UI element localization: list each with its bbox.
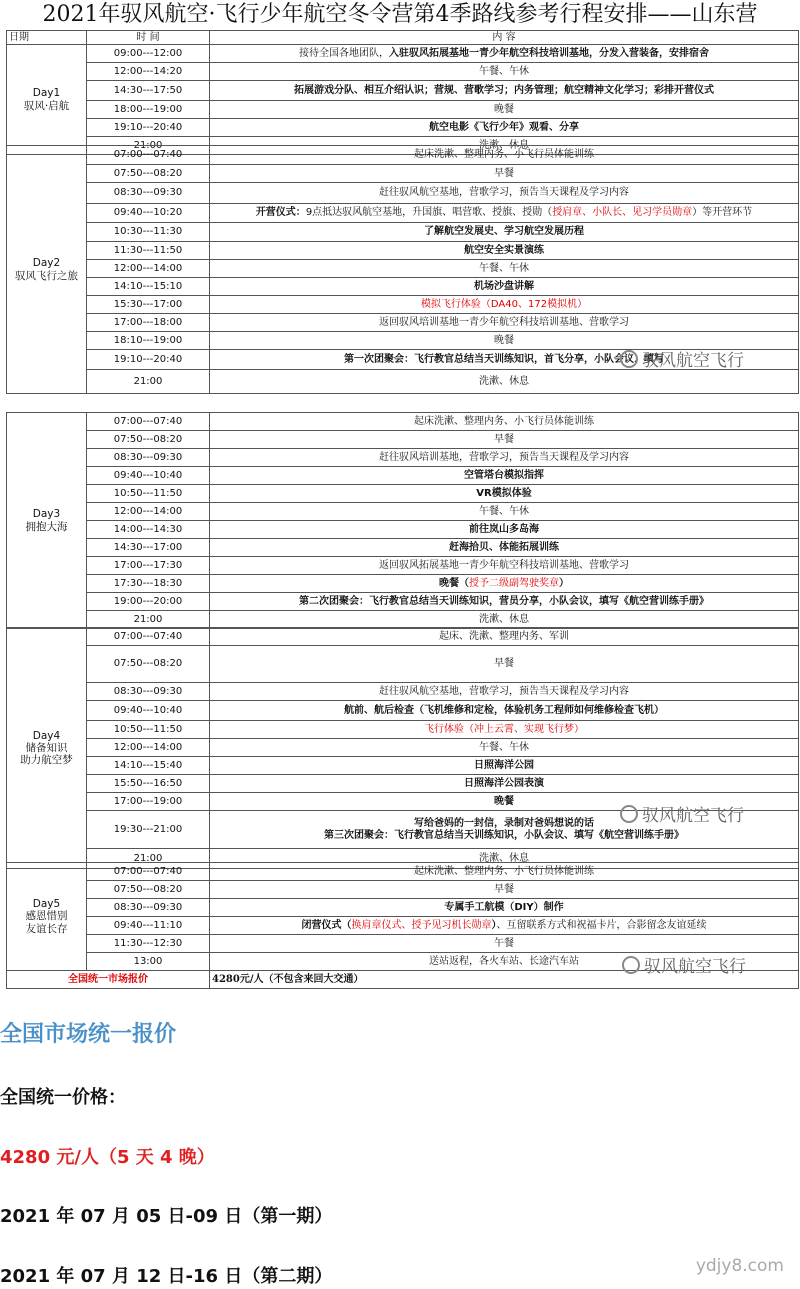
itinerary-table-day3 [6, 412, 799, 629]
table-row [7, 739, 799, 757]
site-watermark: ydjy8.com [695, 1256, 784, 1276]
time-cell: 17:30---18:30 [87, 575, 210, 593]
time-cell: 09:40---10:40 [87, 701, 210, 721]
itinerary-title: 2021年驭风航空·飞行少年航空冬令营第4季路线参考行程安排——山东营 [42, 2, 758, 27]
itinerary-table-day4 [6, 627, 799, 869]
content-cell [210, 260, 799, 278]
content-text: 航空安全实景演练 [464, 244, 544, 256]
time-cell: 14:00---14:30 [87, 521, 210, 539]
price-row-value: 4280元/人（不包含来回大交通） [210, 971, 799, 989]
content-cell [210, 146, 799, 165]
day-label-line: Day4 [32, 729, 61, 742]
time-cell: 13:00 [87, 953, 210, 971]
wechat-icon [622, 956, 640, 974]
content-text: 早餐 [494, 167, 514, 179]
day-label-line: 友谊长存 [25, 922, 68, 935]
content-cell [210, 449, 799, 467]
content-cell [210, 431, 799, 449]
table-row [7, 81, 799, 101]
content-text: 午餐、午休 [479, 65, 529, 77]
content-text: 开营仪式： [255, 207, 306, 219]
content-text: 赶海拾贝、体能拓展训练 [449, 541, 559, 553]
time-cell: 21:00 [87, 370, 210, 394]
time-cell: 21:00 [87, 137, 210, 155]
table-row [7, 611, 799, 629]
section-heading: 全国市场统一报价 [0, 1022, 177, 1047]
content-text: 晚餐 [494, 334, 514, 346]
table-row [7, 593, 799, 611]
content-cell [210, 314, 799, 332]
time-cell: 11:30---12:30 [87, 935, 210, 953]
content-cell [210, 863, 799, 881]
day-label-line: Day3 [32, 508, 61, 521]
time-cell: 21:00 [87, 611, 210, 629]
content-text: 返回驭风拓展基地一青少年航空科技培训基地、营歌学习 [379, 559, 629, 571]
content-cell [210, 521, 799, 539]
itinerary-table-day1 [6, 30, 799, 155]
table-row [7, 539, 799, 557]
day-label [7, 628, 87, 869]
content-text: 了解航空发展史、学习航空发展历程 [424, 226, 584, 238]
table-row [7, 242, 799, 260]
content-text: 洗漱、休息 [479, 613, 529, 625]
content-text: 入驻驭风拓展基地一青少年航空科技培训基地，分发入营装备，安排宿舍 [389, 47, 709, 59]
time-cell: 08:30---09:30 [87, 683, 210, 701]
table-row [7, 628, 799, 646]
time-cell: 10:50---11:50 [87, 485, 210, 503]
day-label [7, 45, 87, 155]
content-text: 拓展游戏分队、相互介绍认识；营规、营歌学习；内务管理；航空精神文化学习；彩排开营仪式 [294, 84, 714, 96]
table-row [7, 431, 799, 449]
time-cell: 12:00---14:20 [87, 63, 210, 81]
time-cell: 07:00---07:40 [87, 146, 210, 165]
content-text: 授肩章、小队长、见习学员勋章 [552, 207, 693, 219]
table-row [7, 521, 799, 539]
content-text: 午餐 [494, 937, 514, 949]
content-text: 午餐、午休 [479, 741, 529, 753]
content-text: VR模拟体验 [476, 487, 532, 499]
content-text: 、互留联系方式和祝福卡片，合影留念友谊延续 [496, 919, 707, 931]
content-text: 机场沙盘讲解 [474, 280, 534, 292]
content-cell [210, 119, 799, 137]
table-row [7, 935, 799, 953]
content-cell [210, 165, 799, 183]
watermark: 驭风航空飞行 [622, 952, 746, 977]
content-text: 洗漱、休息 [479, 852, 529, 864]
content-cell [210, 278, 799, 296]
day-label-line: 驭风·启航 [23, 99, 70, 112]
content-text: 9点抵达驭风航空基地，升国旗、唱营歌、授旗、授勋（ [305, 207, 553, 219]
header-date: 日期 [7, 31, 87, 45]
table-row [7, 165, 799, 183]
content-cell [210, 881, 799, 899]
header-time: 时 间 [87, 31, 210, 45]
time-cell: 07:50---08:20 [87, 431, 210, 449]
table-row [7, 204, 799, 223]
time-cell: 07:50---08:20 [87, 165, 210, 183]
table-row [7, 557, 799, 575]
day-label [7, 863, 87, 971]
content-text: 起床、洗漱、整理内务、军训 [439, 630, 569, 642]
content-cell [210, 503, 799, 521]
time-cell: 19:00---20:00 [87, 593, 210, 611]
content-cell [210, 413, 799, 431]
content-cell [210, 575, 799, 593]
time-cell: 08:30---09:30 [87, 449, 210, 467]
header-content: 内 容 [210, 31, 799, 45]
content-text: 前往岚山多岛海 [469, 523, 539, 535]
content-text: 晚餐（ [439, 577, 469, 589]
table-row [7, 223, 799, 242]
session-1: 2021 年 07 月 05 日-09 日（第一期） [0, 1206, 333, 1227]
day-label-line: 助力航空梦 [20, 754, 73, 767]
table-header [7, 31, 799, 45]
time-cell: 14:10---15:10 [87, 278, 210, 296]
time-cell: 21:00 [87, 849, 210, 869]
time-cell: 17:00---19:00 [87, 793, 210, 811]
time-cell: 19:10---20:40 [87, 119, 210, 137]
content-cell [210, 81, 799, 101]
price-label: 全国统一价格： [0, 1087, 126, 1108]
content-text: 赶往驭风航空基地，营歌学习，预告当天课程及学习内容 [379, 685, 629, 697]
table-row [7, 101, 799, 119]
time-cell: 09:40---11:10 [87, 917, 210, 935]
content-text: ） [559, 577, 569, 589]
content-cell [210, 539, 799, 557]
table-row [7, 721, 799, 739]
content-text: 空管塔台模拟指挥 [464, 469, 544, 481]
content-text: 早餐 [494, 433, 514, 445]
table-row [7, 370, 799, 394]
content-text: 第二次团聚会：飞行教官总结当天训练知识，营员分享，小队会议，填写《航空营训练手册》 [299, 595, 709, 607]
table-row [7, 503, 799, 521]
content-text: 洗漱、休息 [479, 139, 529, 151]
day-label-line: Day5 [32, 898, 61, 911]
content-text: 起床洗漱、整理内务、小飞行员体能训练 [414, 415, 594, 427]
content-cell [210, 935, 799, 953]
table-row [7, 917, 799, 935]
table-row [7, 449, 799, 467]
content-text: ）等开营环节 [692, 207, 753, 219]
content-cell [210, 204, 799, 223]
content-cell [210, 593, 799, 611]
table-row [7, 575, 799, 593]
content-text: 起床洗漱、整理内务、小飞行员体能训练 [414, 865, 594, 877]
content-text: ） [491, 919, 497, 931]
table-row [7, 278, 799, 296]
table-row [7, 183, 799, 204]
price-row-label: 全国统一市场报价 [7, 971, 210, 989]
content-cell [210, 183, 799, 204]
session-2: 2021 年 07 月 12 日-16 日（第二期） [0, 1266, 333, 1287]
price-value: 4280 元/人（5 天 4 晚） [0, 1147, 215, 1168]
content-cell [210, 45, 799, 63]
content-text: 接待全国各地团队， [299, 47, 389, 59]
time-cell: 10:30---11:30 [87, 223, 210, 242]
table-row [7, 899, 799, 917]
wechat-icon [620, 350, 638, 368]
watermark: 驭风航空飞行 [620, 801, 744, 826]
table-row [7, 646, 799, 683]
content-cell [210, 296, 799, 314]
content-text: 航空电影《飞行少年》观看、分享 [429, 121, 579, 133]
time-cell: 12:00---14:00 [87, 503, 210, 521]
time-cell: 14:30---17:50 [87, 81, 210, 101]
content-text: 第三次团聚会：飞行教官总结当天训练知识，小队会议、填写《航空营训练手册》 [324, 829, 684, 841]
content-text: 换肩章仪式、授予见习机长勋章 [351, 919, 492, 931]
time-cell: 09:40---10:20 [87, 204, 210, 223]
table-row [7, 260, 799, 278]
content-text: 日照海洋公园表演 [464, 777, 544, 789]
content-cell [210, 701, 799, 721]
content-cell [210, 485, 799, 503]
watermark: 驭风航空飞行 [620, 346, 744, 371]
time-cell: 08:30---09:30 [87, 899, 210, 917]
content-text: 日照海洋公园 [474, 759, 534, 771]
time-cell: 19:10---20:40 [87, 350, 210, 370]
day-label-line: 拥抱大海 [25, 520, 68, 533]
content-text: 飞行体验（冲上云霄、实现飞行梦） [424, 723, 584, 735]
time-cell: 09:40---10:40 [87, 467, 210, 485]
table-row [7, 413, 799, 431]
content-text: 午餐、午休 [479, 262, 529, 274]
table-row [7, 485, 799, 503]
content-text: 专属手工航模（DIY）制作 [444, 901, 564, 913]
content-text: 晚餐 [494, 795, 514, 807]
content-text: 洗漱、休息 [479, 375, 529, 387]
time-cell: 07:00---07:40 [87, 413, 210, 431]
time-cell: 07:00---07:40 [87, 863, 210, 881]
content-cell [210, 223, 799, 242]
table-row [7, 146, 799, 165]
time-cell: 19:30---21:00 [87, 811, 210, 849]
time-cell: 07:50---08:20 [87, 646, 210, 683]
time-cell: 18:10---19:00 [87, 332, 210, 350]
content-text: 写给爸妈的一封信，录制对爸妈想说的话 [414, 818, 594, 829]
content-cell [210, 557, 799, 575]
day-label-line: Day2 [32, 257, 61, 270]
content-cell [210, 757, 799, 775]
content-cell [210, 628, 799, 646]
content-cell [210, 775, 799, 793]
table-row [7, 775, 799, 793]
day-label [7, 413, 87, 629]
content-text: 授予二级副驾驶奖章 [469, 577, 559, 589]
content-text: 赶往驭风航空基地，营歌学习，预告当天课程及学习内容 [379, 187, 629, 199]
time-cell: 17:00---17:30 [87, 557, 210, 575]
content-cell [210, 899, 799, 917]
content-text: 晚餐 [494, 103, 514, 115]
time-cell: 12:00---14:00 [87, 739, 210, 757]
time-cell: 11:30---11:50 [87, 242, 210, 260]
content-text: 闭营仪式（ [301, 919, 352, 931]
time-cell: 12:00---14:00 [87, 260, 210, 278]
content-text: 返回驭风培训基地一青少年航空科技培训基地、营歌学习 [379, 316, 629, 328]
time-cell: 09:00---12:00 [87, 45, 210, 63]
table-row [7, 63, 799, 81]
content-cell [210, 101, 799, 119]
content-text: 送站返程，各火车站、长途汽车站 [429, 955, 579, 967]
time-cell: 08:30---09:30 [87, 183, 210, 204]
content-text: 模拟飞行体验（DA40、172模拟机） [420, 298, 588, 310]
table-row [7, 314, 799, 332]
time-cell: 18:00---19:00 [87, 101, 210, 119]
time-cell: 17:00---18:00 [87, 314, 210, 332]
content-cell [210, 683, 799, 701]
content-text: 起床洗漱、整理内务、小飞行员体能训练 [414, 149, 594, 161]
time-cell: 07:50---08:20 [87, 881, 210, 899]
time-cell: 15:50---16:50 [87, 775, 210, 793]
content-cell [210, 739, 799, 757]
table-row [7, 45, 799, 63]
content-cell [210, 63, 799, 81]
wechat-icon [620, 805, 638, 823]
content-cell [210, 467, 799, 485]
day-label [7, 146, 87, 394]
content-cell [210, 370, 799, 394]
time-cell: 14:30---17:00 [87, 539, 210, 557]
day-label-line: 储备知识 [25, 741, 68, 754]
day-label-line: 感恩惜别 [25, 910, 68, 923]
table-row [7, 467, 799, 485]
table-row [7, 881, 799, 899]
table-row [7, 683, 799, 701]
table-row [7, 701, 799, 721]
time-cell: 15:30---17:00 [87, 296, 210, 314]
content-cell [210, 721, 799, 739]
day-label-line: 驭风飞行之旅 [15, 269, 78, 282]
day-label-line: Day1 [32, 87, 61, 100]
content-cell [210, 646, 799, 683]
content-text: 早餐 [494, 883, 514, 895]
content-cell [210, 611, 799, 629]
content-cell [210, 917, 799, 935]
table-row [7, 757, 799, 775]
time-cell: 10:50---11:50 [87, 721, 210, 739]
content-text: 第一次团聚会：飞行教官总结当天训练知识，首飞分享，小队会议，填写 [344, 353, 664, 365]
content-text: 午餐、午休 [479, 505, 529, 517]
content-text: 早餐 [494, 658, 514, 670]
table-row [7, 296, 799, 314]
table-row [7, 119, 799, 137]
content-cell [210, 242, 799, 260]
content-text: 航前、航后检查（飞机维修和定检，体验机务工程师如何维修检查飞机） [344, 704, 664, 716]
content-text: 赶往驭风培训基地，营歌学习，预告当天课程及学习内容 [379, 451, 629, 463]
time-cell: 14:10---15:40 [87, 757, 210, 775]
time-cell: 07:00---07:40 [87, 628, 210, 646]
table-row [7, 863, 799, 881]
